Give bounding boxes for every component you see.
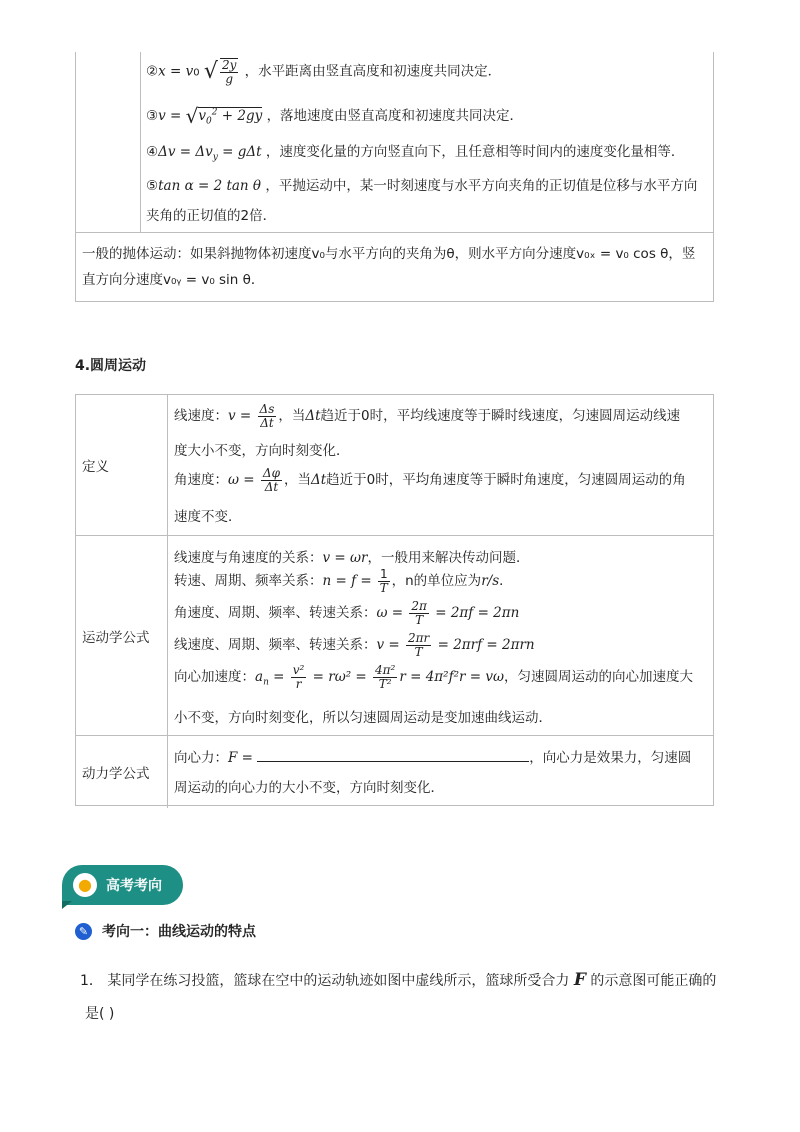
row-label: 动力学公式 [76,736,168,808]
centripetal-force-line: 向心力：F = ，向心力是效果力，匀速圆 [174,750,692,766]
formula-v: ③v = $√v_0^2 + 2gy$ ，落地速度由竖直高度和初速度共同决定． [146,104,524,128]
formula-tan-cont: 夹角的正切值的2倍． [146,208,277,224]
blank-line[interactable] [257,749,529,762]
question-number: 1． [80,973,103,989]
linear-velocity-cont: 度大小不变，方向时刻变化． [174,443,350,459]
formula-tan: ⑤tan α = 2 tan θ ，平抛运动中，某一时刻速度与水平方向夹角的正切值是位移与水平方向 [146,178,698,194]
formula-x: ②x = v0 √ $\frac{2y}{g}$ ，水平距离由竖直高度和初速度共同决定． [146,58,502,86]
formula-cell [140,52,713,232]
speed-period-relation: 转速、周期、频率关系：n = f = $\frac{1}{T}$ ，n的单位应为r/s． [174,567,513,595]
pencil-icon: ✎ [75,923,92,940]
centripetal-force-cont: 周运动的向心力的大小不变，方向时刻变化． [174,780,444,796]
circular-motion-table [75,394,714,806]
oblique-line-2: 直方向分速度v₀ᵧ = v₀ sin θ． [82,272,265,288]
v-omega-relation: 线速度与角速度的关系：v = ωr，一般用来解决传动问题． [174,550,530,566]
question-line-1: 1． 某同学在练习投篮，篮球在空中的运动轨迹如图中虚线所示，篮球所受合力 F 的示意图可能正确的 [80,970,717,990]
subheading [75,921,256,941]
section-title: 4.圆周运动 [75,358,147,374]
badge-text: 高考考向 [106,878,162,894]
projectile-table [75,52,714,302]
row-label: 运动学公式 [76,536,168,736]
angular-velocity-line: 角速度：ω = $\frac{\Delta\varphi}{\Delta t}$ ，当Δt趋近于0时，平均角速度等于瞬时角速度，匀速圆周运动的角 [174,466,686,494]
centripetal-acceleration: 向心加速度：$a_n$ = $\frac{\text{v²}}{r}$ = rω² = $\frac{\text{4π²}}{\text{T²}}$ r = 4π²f²r = vω，匀速圆周运动的向心加速度大 [174,663,693,691]
row-dynamics [76,735,713,808]
formula-dv: ④Δv = $\Delta v_y = g\Delta t$ ，速度变化量的方向竖直向下，且任意相等时间内的速度变化量相等． [146,144,685,163]
linear-relation: 线速度、周期、频率、转速关系：v = $\frac{2\pi r}{T}$ = 2πrf = 2πrn [174,631,535,659]
row-label: 定义 [76,395,168,535]
question-line-2: 是( ) [85,1006,115,1022]
row-content [168,536,713,736]
angular-relation: 角速度、周期、频率、转速关系：ω = $\frac{2\pi}{T}$ = 2πf = 2πn [174,599,520,627]
acceleration-cont: 小不变，方向时刻变化，所以匀速圆周运动是变加速曲线运动． [174,710,552,726]
lightbulb-icon: ● [73,873,97,897]
oblique-line-1: 一般的抛体运动：如果斜抛物体初速度v₀与水平方向的夹角为θ，则水平方向分速度v₀ₓ = v₀ cos θ，竖 [82,246,696,262]
table-label-cell [76,52,141,232]
row-definition [76,395,713,535]
linear-velocity-line: 线速度：v = $\frac{\Delta s}{\Delta t}$ ，当Δt趋近于0时，平均线速度等于瞬时线速度，匀速圆周运动线速 [174,402,681,430]
row-kinematics [76,535,713,736]
section-badge [62,865,183,905]
subheading-text: 考向一：曲线运动的特点 [102,924,256,940]
oblique-projectile-cell [76,232,713,301]
row-content [168,736,713,808]
force-symbol: F [573,970,586,990]
angular-velocity-cont: 速度不变． [174,509,242,525]
badge-tail [62,901,72,909]
row-content [168,395,713,535]
